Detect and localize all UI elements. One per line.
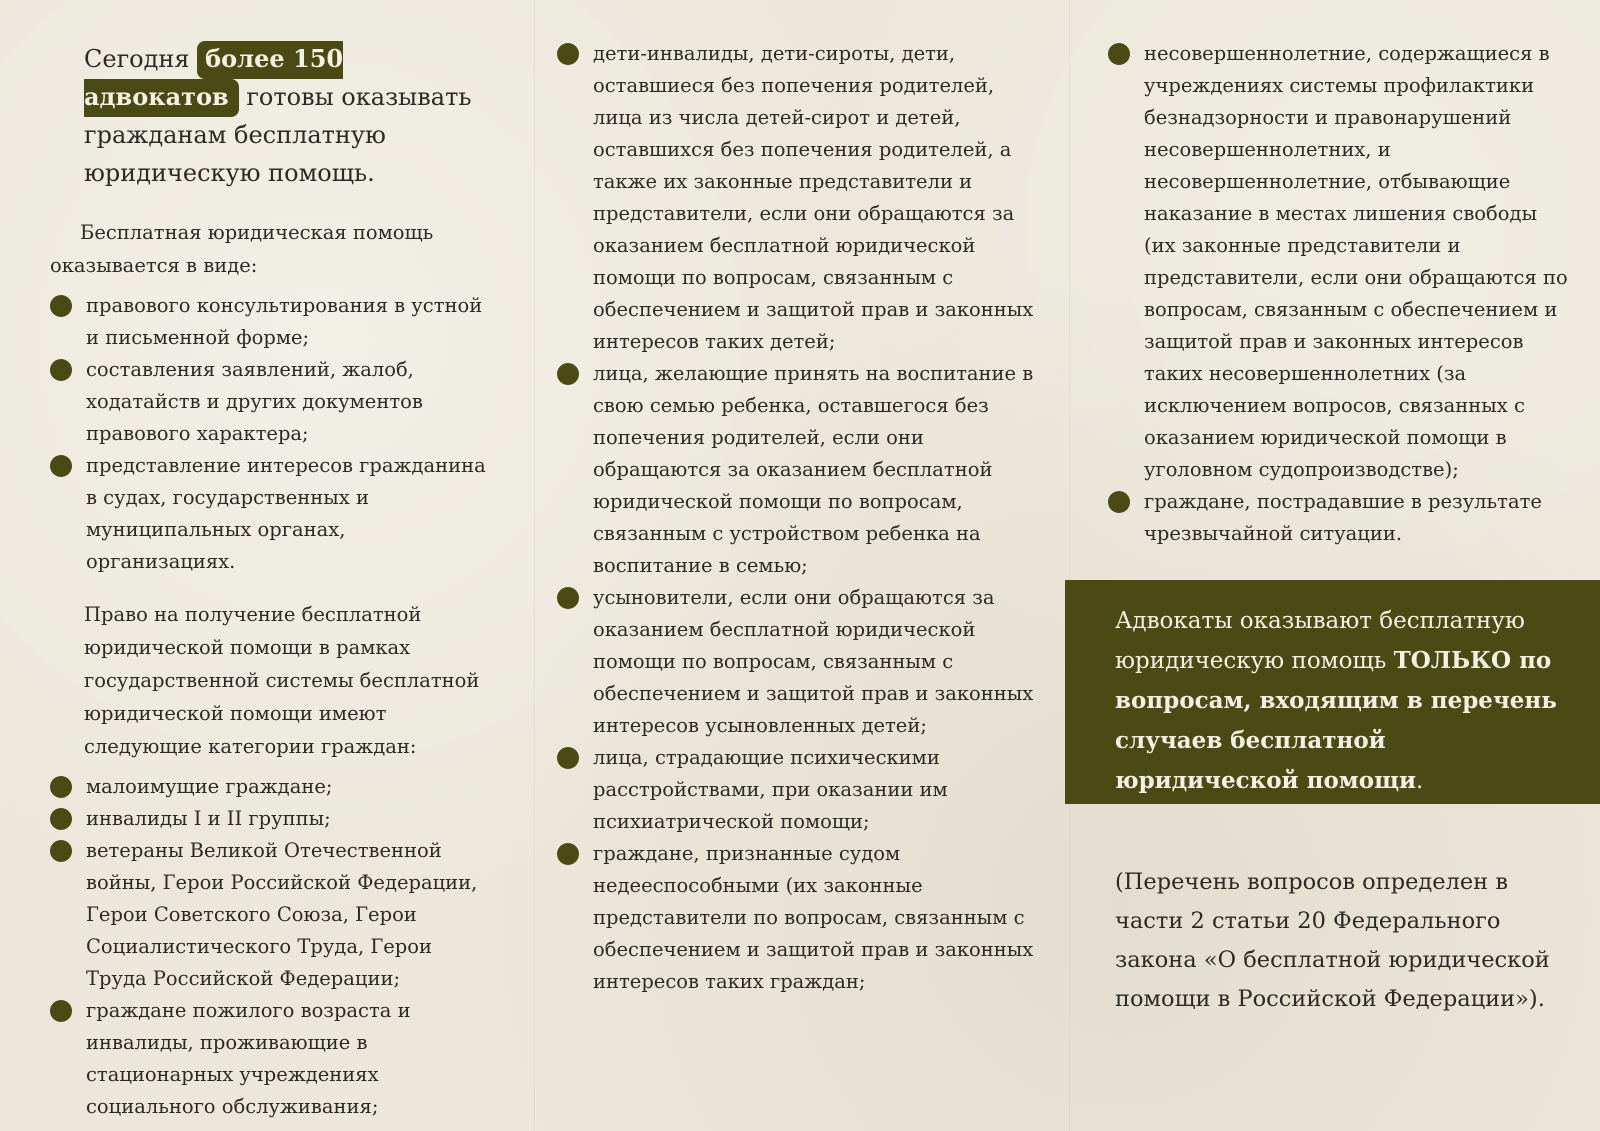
list-item: граждане, пострадавшие в результате чрезвычайной ситуации. — [1108, 486, 1570, 550]
intro-statement — [84, 40, 492, 192]
bullet-icon — [50, 455, 72, 477]
intro-prefix: Сегодня — [84, 45, 190, 73]
bullet-icon — [50, 808, 72, 830]
bullet-icon — [1108, 43, 1130, 65]
highlight-box — [1065, 580, 1600, 804]
intro-highlight: более 150 адвокатов — [84, 41, 343, 117]
bullet-icon — [50, 1000, 72, 1022]
list-item: усыновители, если они обращаются за оказанием бесплатной юридической помощи по вопросам, связанным с обеспечением и защитой прав и законных интересов усыновленных детей; — [557, 582, 1039, 742]
list-item: граждане, признанные судом недееспособными (их законные представители по вопросам, связанным с обеспечением и защитой прав и законных интересов таких граждан; — [557, 838, 1039, 998]
list-item: малоимущие граждане; — [50, 771, 492, 803]
list-item: дети-инвалиды, дети-сироты, дети, оставшиеся без попечения родителей, лица из числа детей-сирот и детей, оставшихся без попечения родителей, а также их законные представители и представители, если они обращаются за оказанием бесплатной юридической помощи по вопросам, связанным с обеспечением и защитой прав и законных интересов таких детей; — [557, 38, 1039, 358]
box-emphasis: ТОЛЬКО по вопросам, входящим в перечень случаев бесплатной юридической помощи — [1115, 647, 1557, 794]
list-item: лица, желающие принять на воспитание в свою семью ребенка, оставшегося без попечения родителей, если они обращаются за оказанием бесплатной юридической помощи по вопросам, связанным с устройством ребенка на воспитание в семью; — [557, 358, 1039, 582]
column-1 — [0, 0, 534, 1131]
list-item: лица, страдающие психическими расстройствами, при оказании им психиатрической помощи; — [557, 742, 1039, 838]
bullet-icon — [557, 747, 579, 769]
list-item: составления заявлений, жалоб, ходатайств и других документов правового характера; — [50, 354, 492, 450]
list-item: инвалиды I и II группы; — [50, 803, 492, 835]
bullet-icon — [557, 363, 579, 385]
bullet-icon — [50, 776, 72, 798]
bullet-icon — [50, 840, 72, 862]
forms-intro: Бесплатная юридическая помощь оказывается в виде: — [50, 221, 434, 277]
eligibility-intro: Право на получение бесплатной юридической помощи в рамках государственной системы бесплатной юридической помощи имеют следующие категории граждан: — [84, 603, 480, 758]
categories-list-1 — [50, 771, 492, 1123]
categories-list-3 — [1108, 38, 1570, 550]
column-2 — [534, 0, 1069, 1131]
list-item: правового консультирования в устной и письменной форме; — [50, 290, 492, 354]
box-end: . — [1416, 768, 1424, 794]
bullet-icon — [557, 587, 579, 609]
bullet-icon — [1108, 491, 1130, 513]
list-item: граждане пожилого возраста и инвалиды, проживающие в стационарных учреждениях социального обслуживания; — [50, 995, 492, 1123]
law-reference-note: (Перечень вопросов определен в части 2 статьи 20 Федерального закона «О бесплатной юридической помощи в Российской Федерации»). — [1115, 868, 1550, 1012]
bullet-icon — [50, 295, 72, 317]
list-item: несовершеннолетние, содержащиеся в учреждениях системы профилактики безнадзорности и правонарушений несовершеннолетних, и несовершеннолетние, отбывающие наказание в местах лишения свободы (их законные представители и представители, если они обращаются по вопросам, связанным с обеспечением и защитой прав и законных интересов таких несовершеннолетних (за исключением вопросов, связанных с оказанием юридической помощи в уголовном судопроизводстве); — [1108, 38, 1570, 486]
box-text: Адвокаты оказывают бесплатную юридическую помощь — [1115, 608, 1525, 674]
list-item: представление интересов гражданина в судах, государственных и муниципальных органах, организациях. — [50, 450, 492, 578]
forms-list — [50, 290, 492, 578]
categories-list-2 — [557, 38, 1039, 998]
list-item: ветераны Великой Отечественной войны, Герои Российской Федерации, Герои Советского Союза, Герои Социалистического Труда, Герои Труда Российской Федерации; — [50, 835, 492, 995]
bullet-icon — [50, 359, 72, 381]
intro-rest: готовы оказывать гражданам бесплатную юридическую помощь. — [84, 83, 472, 187]
bullet-icon — [557, 43, 579, 65]
bullet-icon — [557, 843, 579, 865]
